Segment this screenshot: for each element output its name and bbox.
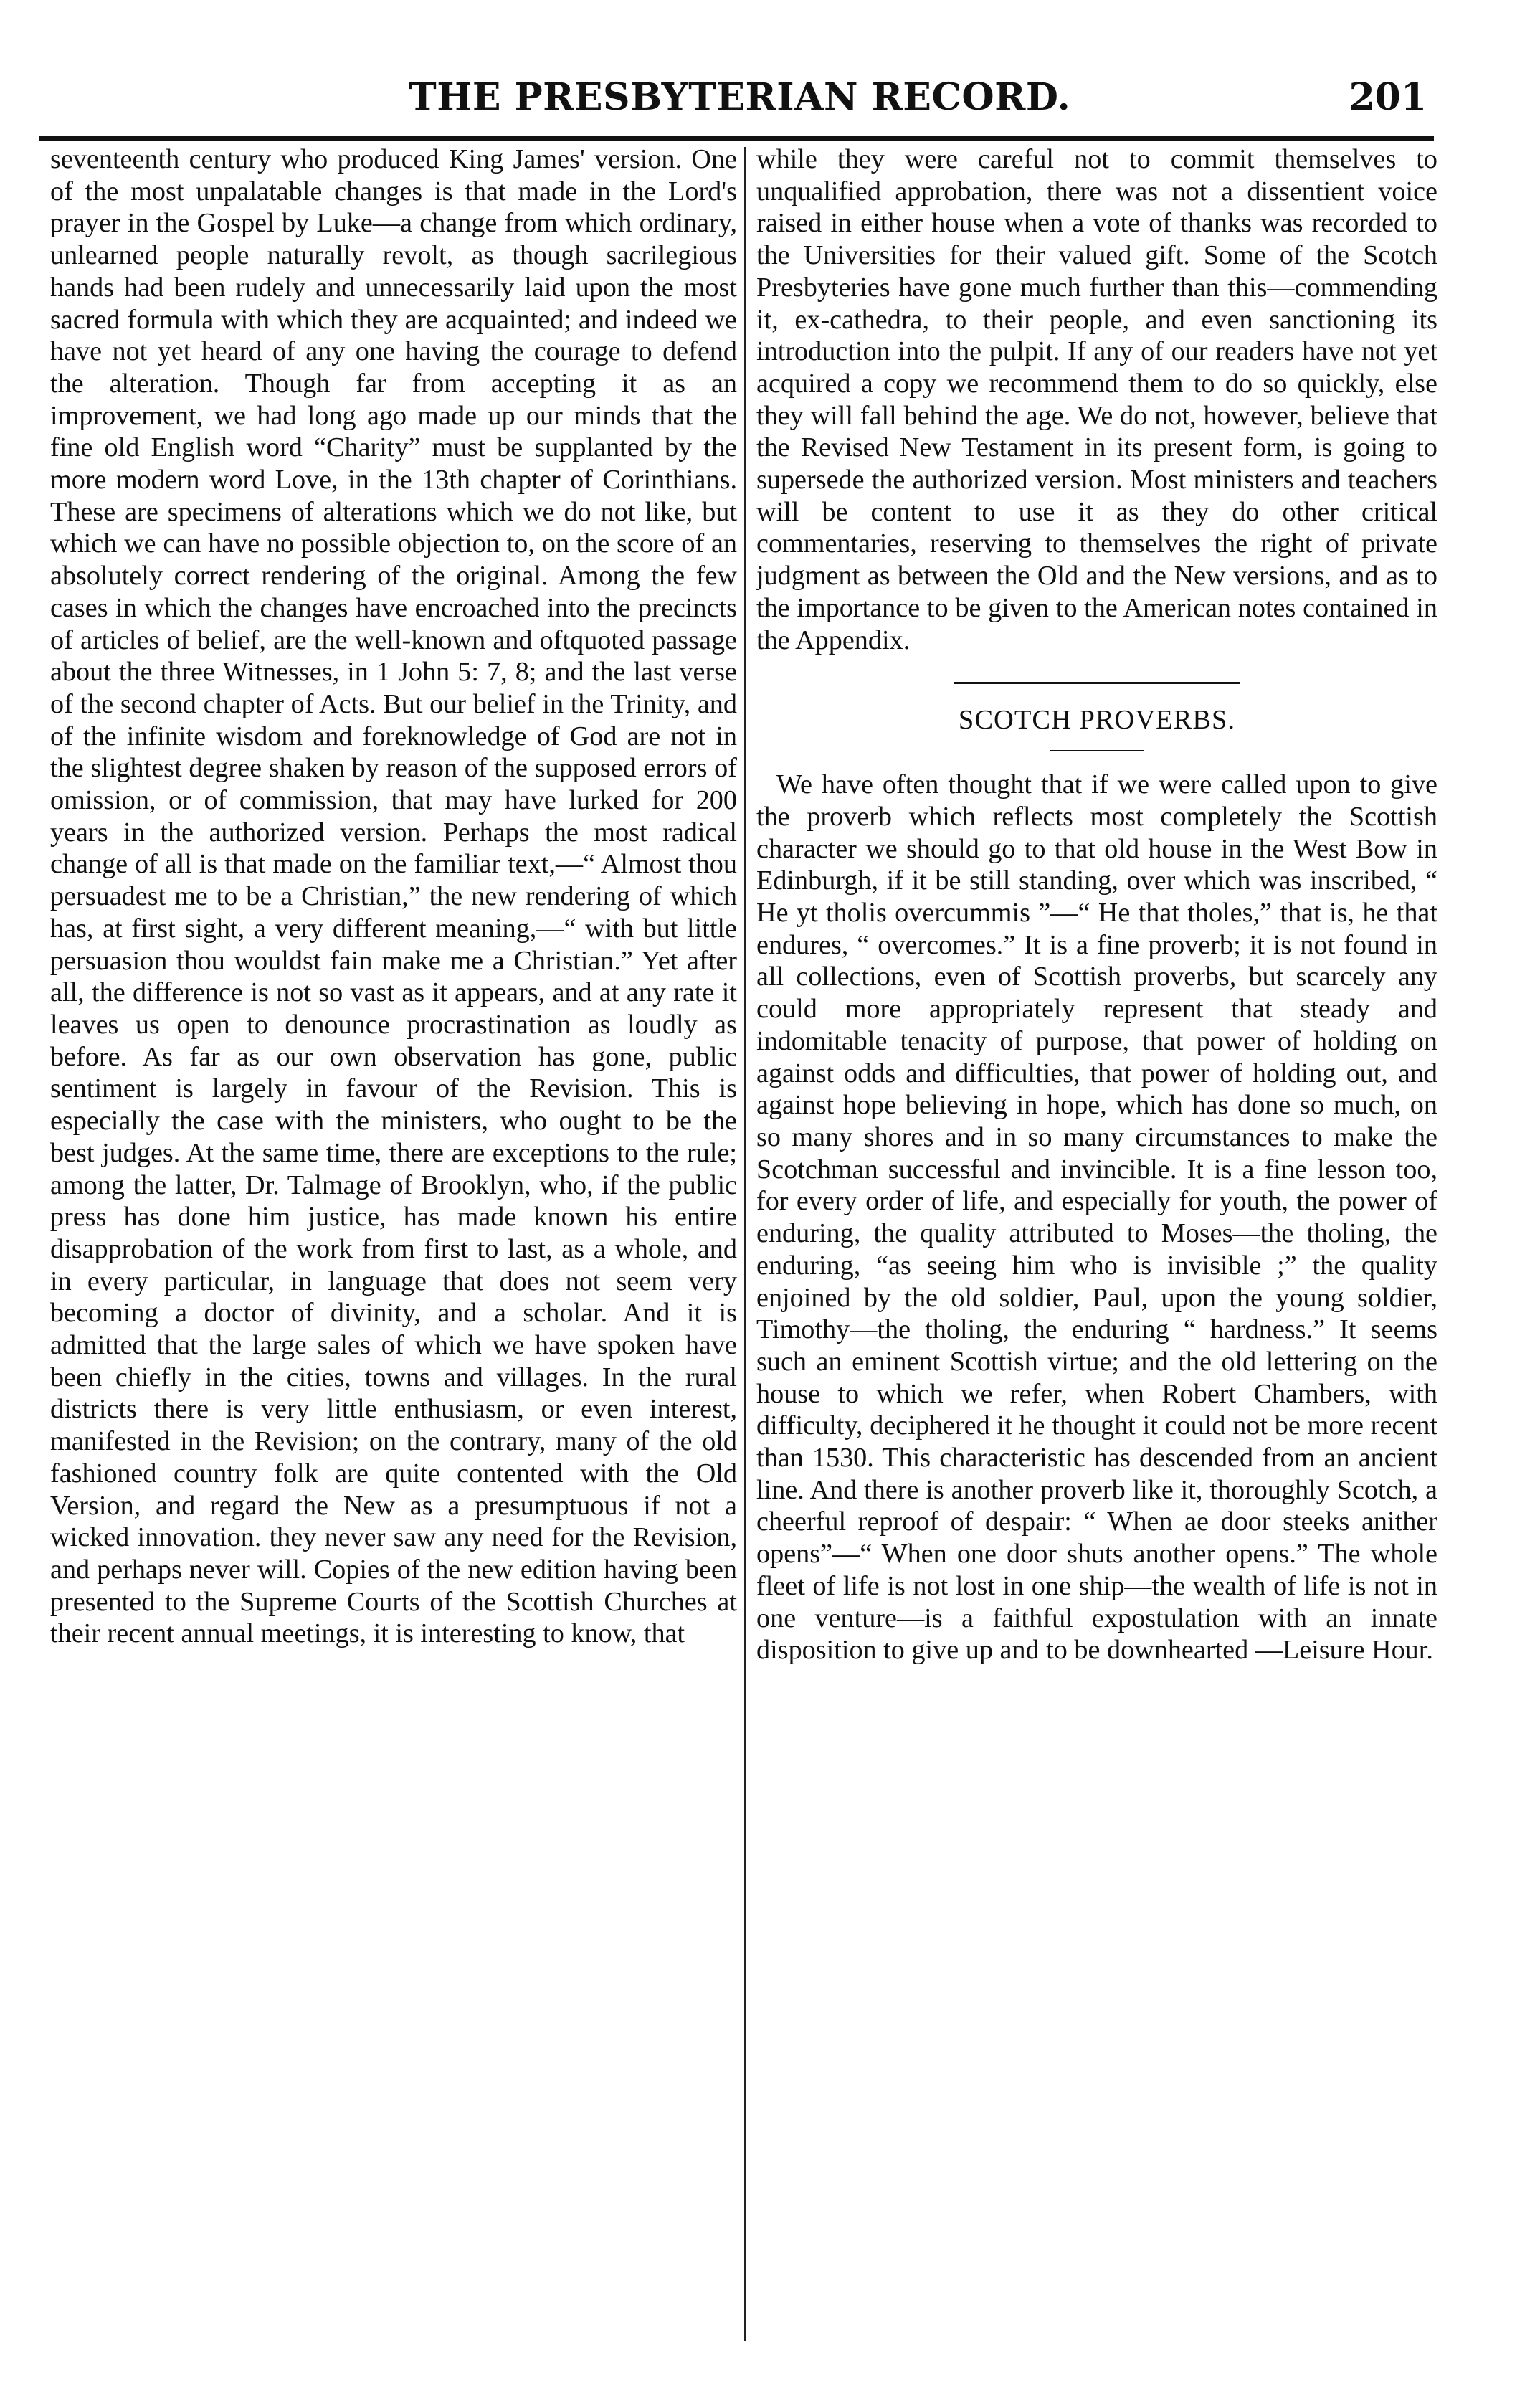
running-title: THE PRESBYTERIAN RECORD. [409, 75, 1071, 119]
article-continuation-paragraph: seventeenth century who produced King James' version. One of the most unpalatable changes is that made in the Lord's prayer in the Gospel by Luke—a change from which ordinary, unlearned people naturally revolt, as though sacrilegious hands had been rudely and unnecessarily laid upon the most sacred formula with which they are acquainted; and indeed we have not yet heard of any one having the courage to defend the alteration. Though far from accepting it as an improvement, we had long ago made up our minds that the fine old English word “Charity” must be supplanted by the more modern word Love, in the 13th chapter of Corinthians. These are specimens of alterations which we do not like, but which we can have no possible objection to, on the score of an absolutely correct rendering of the original. Among the few cases in which the changes have encroached into the precincts of articles of belief, are the well-known and oftquoted passage about the three Witnesses, in 1 John 5: 7, 8; and the last verse of the second chapter of Acts. But our belief in the Trinity, and of the infinite wisdom and foreknowledge of God are not in the slightest degree shaken by reason of the supposed errors of omission, or of commission, that may have lurked for 200 years in the authorized version. Perhaps the most radical change of all is that made on the familiar text,—“ Almost thou persuadest me to be a Christian,” the new rendering of which has, at first sight, a very different meaning,—“ with but little persuasion thou wouldst fain make me a Christian.” Yet after all, the difference is not so vast as it appears, and at any rate it leaves us open to denounce procrastination as loudly as before. As far as our own observation has gone, public sentiment is largely in favour of the Revision. This is especially the case with the ministers, who ought to be the best judges. At the same time, there are exceptions to the rule; among the latter, Dr. Talmage of Brooklyn, who, if the public press has done him justice, has made known his entire disapprobation of the work from first to last, as a whole, and in every particular, in language that does not seem very becoming a doctor of divinity, and a scholar. And it is admitted that the large sales of which we have spoken have been chiefly in the cities, towns and villages. In the rural districts there is very little enthusiasm, or even interest, manifested in the Revision; on the contrary, many of the old fashioned country folk are quite contented with the Old Version, and regard the New as a presumptuous if not a wicked innovation. they never saw any need for the Revision, and perhaps never will. Copies of the new edition having been presented to the Supreme Courts of the Scottish Churches at their recent annual meetings, it is interesting to know, that [50, 144, 737, 1649]
column-divider [744, 147, 746, 2341]
left-column [50, 143, 737, 2359]
page-number: 201 [1349, 75, 1427, 119]
section-heading: SCOTCH PROVERBS. [958, 705, 1236, 736]
section-separator-rule [954, 682, 1240, 684]
section-body-paragraph: We have often thought that if we were called upon to give the proverb which reflects most completely the Scottish character we should go to that old house in the West Bow in Edinburgh, if it be still standing, over which was inscribed, “ He yt tholis overcummis ”—“ He that tholes,” that is, he that endures, “ overcomes.” It is a fine proverb; it is not found in all collections, even of Scottish proverbs, but scarcely any could more appropriately represent that steady and indomitable tenacity of purpose, that power of holding on against odds and difficulties, that power of holding out, and against hope believing in hope, which has done so much, on so many shores and in so many circumstances to make the Scotchman successful and invincible. It is a fine lesson too, for every order of life, and especially for youth, the power of enduring, the quality attributed to Moses—the tholing, the enduring, “as seeing him who is invisible ;” the quality enjoined by the old soldier, Paul, upon the young soldier, Timothy—the tholing, the enduring “ hardness.” It seems such an eminent Scottish virtue; and the old lettering on the house to which we refer, when Robert Chambers, with difficulty, deciphered it he thought it could not be more recent than 1530. This characteristic has descended from an ancient line. And there is another proverb like it, thoroughly Scotch, a cheerful reproof of despair: “ When ae door steeks anither opens”—“ When one door shuts another opens.” The whole fleet of life is not lost in one ship—the wealth of life is not in one venture—is a faithful expostulation with an innate disposition to give up and to be downhearted —Leisure Hour. [756, 769, 1437, 1666]
section-heading-rule [1050, 750, 1144, 751]
header-rule [39, 136, 1434, 141]
page-header [39, 75, 1448, 133]
article-continuation-end: while they were careful not to commit themselves to unqualified approbation, there was not a dissentient voice raised in either house when a vote of thanks was recorded to the Universities for their valued gift. Some of the Scotch Presbyteries have gone much further than this—commending it, ex-cathedra, to their people, and even sanctioning its introduction into the pulpit. If any of our readers have not yet acquired a copy we recommend them to do so quickly, else they will fall behind the age. We do not, however, believe that the Revised New Testament in its present form, is going to supersede the authorized version. Most ministers and teachers will be content to use it as they do other critical commentaries, reserving to themselves the right of private judgment as between the Old and the New versions, and as to the importance to be given to the American notes contained in the Appendix. [756, 144, 1437, 655]
right-column [756, 143, 1437, 2359]
